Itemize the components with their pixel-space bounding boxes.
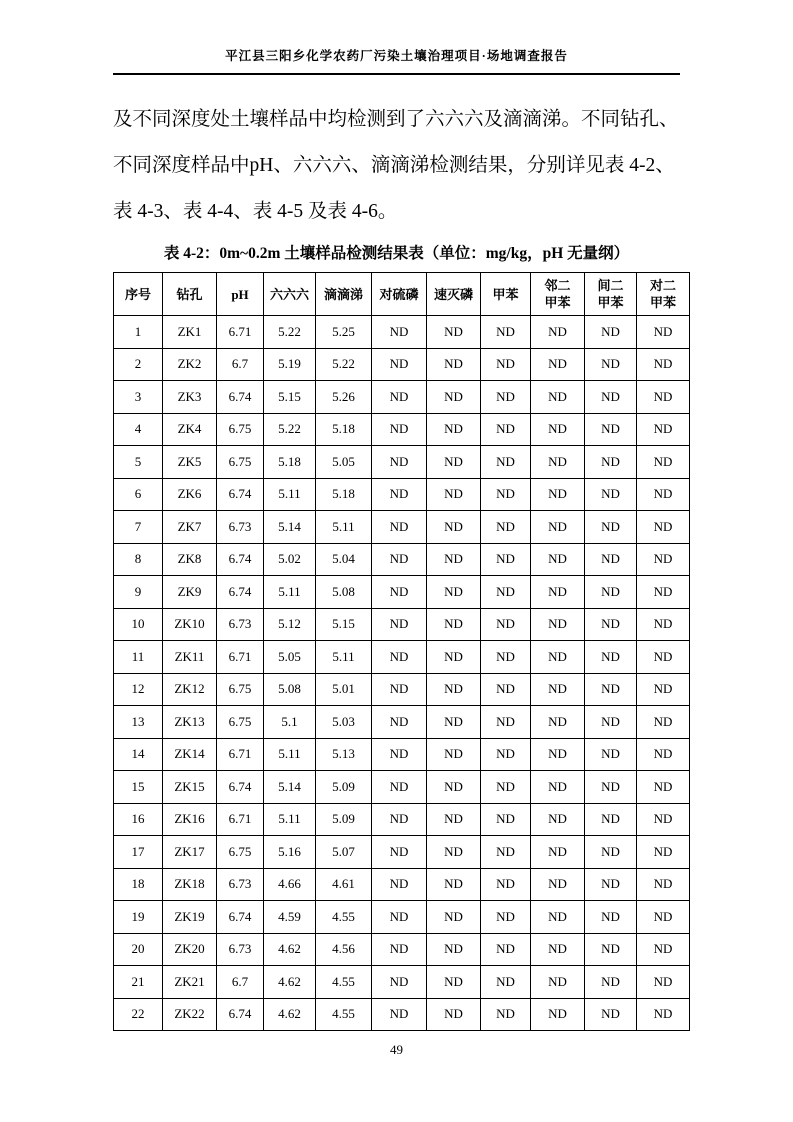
table-cell: 6.74 — [217, 998, 264, 1031]
table-cell: 4.55 — [316, 966, 372, 999]
table-row — [114, 543, 690, 576]
table-cell: 4 — [114, 413, 163, 446]
table-cell: 5.11 — [264, 738, 316, 771]
table-cell: 5.25 — [316, 316, 372, 349]
table-row — [114, 868, 690, 901]
table-cell: ZK3 — [163, 381, 217, 414]
table-row — [114, 316, 690, 349]
table-cell: 8 — [114, 543, 163, 576]
table-cell: 5.08 — [264, 673, 316, 706]
table-cell: ND — [531, 998, 585, 1031]
table-cell: 12 — [114, 673, 163, 706]
table-cell: ND — [427, 446, 481, 479]
table-cell: 5.18 — [316, 413, 372, 446]
table-cell: 11 — [114, 641, 163, 674]
table-cell: ND — [585, 446, 637, 479]
table-cell: ZK9 — [163, 576, 217, 609]
table-cell: ND — [372, 673, 427, 706]
table-cell: ND — [585, 771, 637, 804]
table-cell: 5.02 — [264, 543, 316, 576]
table-cell: ND — [481, 478, 531, 511]
table-cell: ND — [372, 446, 427, 479]
table-cell: 6.75 — [217, 446, 264, 479]
table-cell: 5.05 — [316, 446, 372, 479]
table-cell: ND — [372, 511, 427, 544]
table-cell: ND — [637, 446, 690, 479]
table-row — [114, 348, 690, 381]
table-cell: ND — [531, 673, 585, 706]
table-row — [114, 381, 690, 414]
table-cell: 5.11 — [264, 803, 316, 836]
table-cell: ND — [585, 836, 637, 869]
table-cell: 5.14 — [264, 511, 316, 544]
table-cell: ND — [585, 511, 637, 544]
table-cell: ND — [481, 738, 531, 771]
table-cell: ND — [585, 868, 637, 901]
table-cell: ND — [531, 511, 585, 544]
table-cell: ND — [372, 316, 427, 349]
body-paragraph — [113, 97, 680, 235]
table-cell: ND — [427, 836, 481, 869]
table-cell: ND — [481, 316, 531, 349]
table-cell: ND — [637, 381, 690, 414]
table-cell: ND — [427, 608, 481, 641]
table-cell: ND — [481, 868, 531, 901]
table-cell: 5.01 — [316, 673, 372, 706]
table-cell: 6.74 — [217, 576, 264, 609]
table-cell: ND — [637, 673, 690, 706]
table-row — [114, 673, 690, 706]
table-cell: 5.11 — [264, 576, 316, 609]
table-cell: ND — [585, 381, 637, 414]
table-cell: ND — [531, 868, 585, 901]
column-header: 对硫磷 — [372, 273, 427, 316]
table-cell: 5.18 — [264, 446, 316, 479]
table-row — [114, 446, 690, 479]
table-cell: ND — [637, 868, 690, 901]
table-row — [114, 998, 690, 1031]
table-cell: ND — [427, 381, 481, 414]
table-cell: ND — [427, 868, 481, 901]
table-cell: 4.61 — [316, 868, 372, 901]
table-cell: 5.12 — [264, 608, 316, 641]
table-cell: 6.71 — [217, 803, 264, 836]
table-cell: 4.59 — [264, 901, 316, 934]
table-cell: ND — [585, 543, 637, 576]
table-cell: 5.14 — [264, 771, 316, 804]
table-cell: ND — [427, 413, 481, 446]
table-cell: 1 — [114, 316, 163, 349]
table-cell: ND — [531, 836, 585, 869]
table-cell: ND — [427, 901, 481, 934]
table-cell: ZK17 — [163, 836, 217, 869]
table-cell: ND — [481, 576, 531, 609]
table-cell: ZK15 — [163, 771, 217, 804]
table-cell: ND — [427, 673, 481, 706]
table-cell: ND — [372, 543, 427, 576]
table-row — [114, 511, 690, 544]
table-cell: ND — [637, 836, 690, 869]
table-cell: ND — [427, 641, 481, 674]
table-cell: 6 — [114, 478, 163, 511]
table-cell: ZK21 — [163, 966, 217, 999]
table-cell: ND — [481, 641, 531, 674]
table-cell: ND — [372, 836, 427, 869]
table-cell: 6.74 — [217, 901, 264, 934]
table-cell: ND — [585, 673, 637, 706]
column-header: 速灭磷 — [427, 273, 481, 316]
table-cell: ND — [427, 348, 481, 381]
table-cell: 6.75 — [217, 673, 264, 706]
table-cell: ND — [585, 478, 637, 511]
table-cell: ND — [372, 413, 427, 446]
table-cell: ND — [637, 933, 690, 966]
table-cell: 6.75 — [217, 413, 264, 446]
table-cell: ND — [637, 413, 690, 446]
table-cell: ND — [531, 933, 585, 966]
table-row — [114, 803, 690, 836]
table-cell: 4.56 — [316, 933, 372, 966]
table-caption: 表 4-2：0m~0.2m 土壤样品检测结果表（单位：mg/kg，pH 无量纲） — [163, 245, 630, 262]
table-cell: 5.09 — [316, 803, 372, 836]
table-cell: 6.73 — [217, 868, 264, 901]
table-cell: ND — [481, 933, 531, 966]
table-cell: ZK16 — [163, 803, 217, 836]
table-cell: 6.74 — [217, 478, 264, 511]
table-cell: ND — [585, 966, 637, 999]
table-cell: ZK18 — [163, 868, 217, 901]
table-cell: 2 — [114, 348, 163, 381]
table-cell: 5.22 — [264, 316, 316, 349]
table-cell: ND — [427, 966, 481, 999]
table-row — [114, 608, 690, 641]
table-cell: ND — [481, 998, 531, 1031]
table-row — [114, 836, 690, 869]
table-cell: ND — [637, 608, 690, 641]
table-cell: ND — [427, 933, 481, 966]
table-cell: 5.11 — [316, 511, 372, 544]
table-cell: ND — [531, 771, 585, 804]
table-cell: ND — [637, 706, 690, 739]
table-cell: ZK22 — [163, 998, 217, 1031]
table-cell: ND — [585, 316, 637, 349]
table-cell: 6.74 — [217, 381, 264, 414]
table-cell: ND — [585, 413, 637, 446]
table-cell: ND — [481, 348, 531, 381]
table-cell: 14 — [114, 738, 163, 771]
table-cell: ND — [372, 933, 427, 966]
table-cell: ND — [531, 413, 585, 446]
table-cell: ND — [427, 478, 481, 511]
table-cell: 4.66 — [264, 868, 316, 901]
table-cell: ND — [637, 316, 690, 349]
table-cell: 6.75 — [217, 706, 264, 739]
table-cell: ND — [585, 348, 637, 381]
table-cell: 5.05 — [264, 641, 316, 674]
table-row — [114, 576, 690, 609]
table-cell: 6.73 — [217, 511, 264, 544]
table-cell: 6.74 — [217, 543, 264, 576]
table-cell: ND — [637, 478, 690, 511]
table-cell: ND — [585, 608, 637, 641]
table-cell: 18 — [114, 868, 163, 901]
table-cell: 5.07 — [316, 836, 372, 869]
table-cell: 5.18 — [316, 478, 372, 511]
table-cell: ND — [427, 998, 481, 1031]
column-header: 间二 甲苯 — [585, 273, 637, 316]
table-cell: 5.11 — [316, 641, 372, 674]
header-divider — [113, 73, 680, 75]
table-cell: ND — [637, 576, 690, 609]
table-cell: ND — [372, 576, 427, 609]
table-cell: ZK20 — [163, 933, 217, 966]
table-cell: ND — [481, 803, 531, 836]
column-header: 甲苯 — [481, 273, 531, 316]
table-cell: ND — [427, 543, 481, 576]
table-cell: ND — [427, 771, 481, 804]
table-cell: 6.71 — [217, 316, 264, 349]
table-cell: 13 — [114, 706, 163, 739]
table-cell: ND — [427, 738, 481, 771]
table-cell: ND — [637, 803, 690, 836]
column-header: 钻孔 — [163, 273, 217, 316]
table-cell: 6.71 — [217, 738, 264, 771]
table-cell: ND — [481, 381, 531, 414]
table-cell: ZK10 — [163, 608, 217, 641]
table-cell: 5.11 — [264, 478, 316, 511]
page-header-title: 平江县三阳乡化学农药厂污染土壤治理项目·场地调查报告 — [225, 49, 568, 63]
table-cell: 17 — [114, 836, 163, 869]
table-cell: 5.22 — [316, 348, 372, 381]
table-cell: ND — [372, 803, 427, 836]
table-cell: ND — [427, 803, 481, 836]
soil-results-table — [113, 272, 690, 1031]
table-cell: ND — [372, 381, 427, 414]
table-cell: ND — [531, 901, 585, 934]
table-cell: ND — [637, 348, 690, 381]
table-cell: ZK8 — [163, 543, 217, 576]
table-cell: ND — [531, 966, 585, 999]
paragraph-line: 及不同深度处土壤样品中均检测到了六六六及滴滴涕。不同钻孔、 — [113, 109, 679, 130]
table-cell: ND — [481, 446, 531, 479]
column-header: 滴滴涕 — [316, 273, 372, 316]
table-cell: ND — [481, 901, 531, 934]
table-cell: 5.15 — [264, 381, 316, 414]
table-cell: 6.73 — [217, 933, 264, 966]
table-row — [114, 933, 690, 966]
table-cell: ND — [637, 738, 690, 771]
table-cell: ND — [372, 868, 427, 901]
table-cell: ZK11 — [163, 641, 217, 674]
table-cell: 5.03 — [316, 706, 372, 739]
table-cell: ZK14 — [163, 738, 217, 771]
table-cell: 6.73 — [217, 608, 264, 641]
table-cell: ND — [585, 738, 637, 771]
table-cell: ND — [481, 511, 531, 544]
table-cell: ND — [637, 998, 690, 1031]
table-row — [114, 738, 690, 771]
table-cell: ND — [481, 608, 531, 641]
table-cell: 5.13 — [316, 738, 372, 771]
table-header-row — [114, 273, 690, 316]
table-cell: ND — [481, 413, 531, 446]
table-cell: ND — [637, 901, 690, 934]
table-cell: ZK5 — [163, 446, 217, 479]
table-cell: ND — [481, 706, 531, 739]
table-cell: ND — [637, 511, 690, 544]
table-cell: 6.74 — [217, 771, 264, 804]
table-cell: ND — [637, 771, 690, 804]
column-header: 邻二 甲苯 — [531, 273, 585, 316]
table-cell: ND — [531, 316, 585, 349]
table-cell: ZK19 — [163, 901, 217, 934]
table-cell: 22 — [114, 998, 163, 1031]
table-row — [114, 478, 690, 511]
table-row — [114, 771, 690, 804]
table-cell: ND — [372, 608, 427, 641]
table-cell: ND — [427, 316, 481, 349]
paragraph-line: 不同深度样品中pH、六六六、滴滴涕检测结果，分别详见表 4-2、 — [113, 155, 675, 176]
table-cell: ND — [427, 576, 481, 609]
table-cell: ND — [372, 706, 427, 739]
table-cell: ND — [531, 576, 585, 609]
table-cell: ZK13 — [163, 706, 217, 739]
table-cell: 5.08 — [316, 576, 372, 609]
table-cell: ZK1 — [163, 316, 217, 349]
table-row — [114, 641, 690, 674]
table-cell: ND — [372, 478, 427, 511]
table-cell: 9 — [114, 576, 163, 609]
table-cell: ND — [481, 966, 531, 999]
table-cell: ND — [585, 576, 637, 609]
column-header: 序号 — [114, 273, 163, 316]
table-cell: ND — [531, 706, 585, 739]
column-header: pH — [217, 273, 264, 316]
table-cell: 15 — [114, 771, 163, 804]
table-cell: ND — [531, 543, 585, 576]
table-cell: 5.09 — [316, 771, 372, 804]
table-cell: ND — [427, 706, 481, 739]
table-cell: ND — [531, 641, 585, 674]
table-cell: 16 — [114, 803, 163, 836]
table-cell: 5.26 — [316, 381, 372, 414]
column-header: 六六六 — [264, 273, 316, 316]
table-cell: ND — [585, 901, 637, 934]
table-cell: 5.19 — [264, 348, 316, 381]
table-cell: 5 — [114, 446, 163, 479]
table-cell: ND — [372, 348, 427, 381]
table-row — [114, 966, 690, 999]
table-cell: ND — [531, 446, 585, 479]
table-cell: ND — [585, 933, 637, 966]
table-cell: ND — [372, 641, 427, 674]
table-cell: ZK6 — [163, 478, 217, 511]
table-cell: ND — [585, 998, 637, 1031]
table-cell: 5.04 — [316, 543, 372, 576]
table-row — [114, 706, 690, 739]
table-cell: ND — [372, 738, 427, 771]
table-cell: ZK7 — [163, 511, 217, 544]
table-cell: ND — [531, 608, 585, 641]
table-cell: 5.22 — [264, 413, 316, 446]
table-cell: ND — [427, 511, 481, 544]
table-cell: ND — [637, 966, 690, 999]
table-cell: 6.7 — [217, 966, 264, 999]
table-cell: ND — [585, 803, 637, 836]
table-cell: 3 — [114, 381, 163, 414]
table-cell: ND — [585, 706, 637, 739]
table-cell: 10 — [114, 608, 163, 641]
paragraph-line: 表 4-3、表 4-4、表 4-5 及表 4-6。 — [113, 201, 398, 222]
table-cell: 6.7 — [217, 348, 264, 381]
table-row — [114, 413, 690, 446]
table-cell: ND — [372, 771, 427, 804]
table-cell: ZK4 — [163, 413, 217, 446]
column-header: 对二 甲苯 — [637, 273, 690, 316]
table-row — [114, 901, 690, 934]
table-cell: 5.16 — [264, 836, 316, 869]
table-cell: ND — [372, 966, 427, 999]
table-cell: 4.62 — [264, 966, 316, 999]
table-cell: ZK2 — [163, 348, 217, 381]
table-cell: 4.62 — [264, 933, 316, 966]
table-body — [114, 316, 690, 1031]
table-cell: 5.1 — [264, 706, 316, 739]
table-cell: 5.15 — [316, 608, 372, 641]
table-cell: ND — [531, 381, 585, 414]
table-cell: ND — [637, 641, 690, 674]
table-cell: ND — [372, 901, 427, 934]
table-cell: 4.55 — [316, 998, 372, 1031]
table-cell: ND — [531, 738, 585, 771]
table-cell: 21 — [114, 966, 163, 999]
table-cell: 4.55 — [316, 901, 372, 934]
table-cell: ND — [481, 543, 531, 576]
table-head — [114, 273, 690, 316]
table-cell: 6.71 — [217, 641, 264, 674]
table-cell: ZK12 — [163, 673, 217, 706]
table-cell: ND — [531, 803, 585, 836]
table-cell: ND — [372, 998, 427, 1031]
table-cell: 7 — [114, 511, 163, 544]
table-cell: ND — [481, 771, 531, 804]
table-cell: ND — [481, 673, 531, 706]
table-cell: 4.62 — [264, 998, 316, 1031]
table-cell: ND — [585, 641, 637, 674]
table-cell: ND — [531, 348, 585, 381]
table-cell: ND — [531, 478, 585, 511]
table-cell: 19 — [114, 901, 163, 934]
page-number: 49 — [390, 1042, 403, 1057]
table-cell: ND — [637, 543, 690, 576]
table-cell: 6.75 — [217, 836, 264, 869]
table-cell: 20 — [114, 933, 163, 966]
table-cell: ND — [481, 836, 531, 869]
